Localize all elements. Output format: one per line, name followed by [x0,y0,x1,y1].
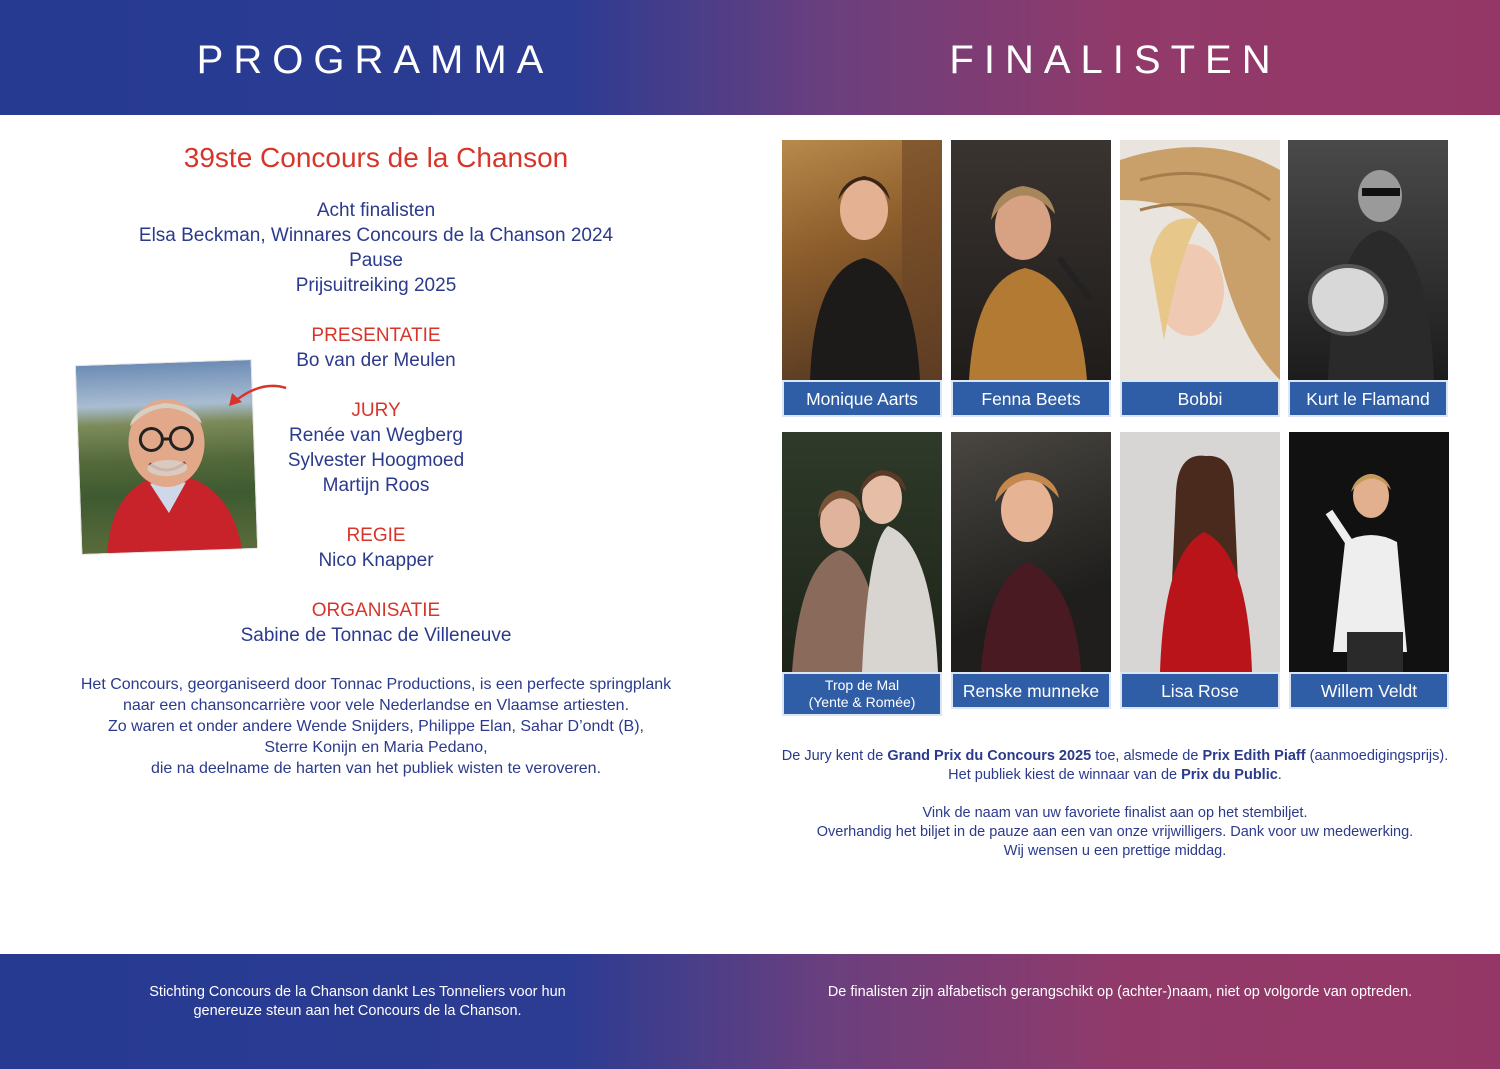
finalist-card [782,432,942,710]
sponsor-note-line: genereuze steun aan het Concours de la Chanson. [193,1003,522,1019]
finalist-name-label [782,672,942,716]
presentatie-heading: PRESENTATIE [311,325,441,346]
prize-info [770,747,1460,785]
finalist-photo-illustration [1289,432,1449,672]
programma-title: PROGRAMMA [196,38,554,82]
finalist-name-label: Kurt le Flamand [1288,380,1448,417]
regie-heading: REGIE [346,525,406,546]
order-note: De finalisten zijn alfabetisch gerangschikt op (achter-)naam, niet op volgorde van optreden. [827,984,1413,1000]
finalist-photo [1289,432,1449,672]
grand-prix-label: Grand Prix du Concours 2025 [887,748,1092,764]
finalist-photo [782,432,942,672]
text-span: De Jury kent de [781,748,888,764]
organisatie-heading: ORGANISATIE [311,600,441,621]
finalist-card [1288,140,1448,409]
finalist-photo-illustration [951,432,1111,672]
finalist-name: Trop de Mal [824,677,900,693]
paragraph-line: Zo waren et onder andere Wende Snijders, Philippe Elan, Sahar D’ondt (B), [107,718,644,735]
finalist-photo-illustration [782,140,942,380]
concours-paragraph [60,674,692,779]
prize-info-line [770,747,1460,766]
finalist-card [782,140,942,409]
finalist-photo [1120,432,1280,672]
presentatie-name: Bo van der Meulen [296,350,456,371]
sponsor-note-line: Stichting Concours de la Chanson dankt Les Tonneliers voor hun [149,984,566,1000]
finalist-name-label: Monique Aarts [782,380,942,417]
finalist-photo-illustration [1288,140,1448,380]
finalist-name-label: Fenna Beets [951,380,1111,417]
finalist-photo [782,140,942,380]
sponsor-note [120,983,595,1021]
finalist-photo [951,432,1111,672]
prize-info-line [770,766,1460,785]
finalist-subname: (Yente & Romée) [808,694,916,710]
finalist-name-label: Willem Veldt [1289,672,1449,709]
finalist-photo [1120,140,1280,380]
jury-name: Renée van Wegberg [289,425,463,446]
voting-info-line: Wij wensen u een prettige middag. [1003,843,1227,859]
paragraph-line: Het Concours, georganiseerd door Tonnac Productions, is een perfecte springplank [80,676,672,693]
text-span: (aanmoedigingsprijs). [1305,748,1449,764]
paragraph-line: die na deelname de harten van het publiek wisten te veroveren. [150,760,602,777]
jury-name: Martijn Roos [322,475,430,496]
organisatie-name: Sabine de Tonnac de Villeneuve [240,625,512,646]
text-span: toe, alsmede de [1091,748,1203,764]
finalist-card [951,432,1111,701]
finalist-photo [1288,140,1448,380]
jury-name: Sylvester Hoogmoed [287,450,465,471]
schedule-item: Acht finalisten [316,200,436,221]
finalist-photo-illustration [951,140,1111,380]
prix-edith-piaff-label: Prix Edith Piaff [1202,748,1306,764]
jury-heading: JURY [351,400,401,421]
finalist-name-label: Bobbi [1120,380,1280,417]
arrow-icon [226,378,288,408]
text-span: . [1277,767,1282,783]
finalist-card [951,140,1111,409]
finalist-photo-illustration [782,432,942,672]
schedule-item: Elsa Beckman, Winnares Concours de la Chanson 2024 [138,225,614,246]
finalist-card [1120,432,1280,701]
finalist-name-label: Renske munneke [951,672,1111,709]
voting-info-line: Vink de naam van uw favoriete finalist aan op het stembiljet. [922,805,1308,821]
voting-info [770,804,1460,861]
paragraph-line: naar een chansoncarrière voor vele Nederlandse en Vlaamse artiesten. [122,697,630,714]
finalist-photo-illustration [1120,140,1280,380]
event-title: 39ste Concours de la Chanson [183,142,569,173]
regie-name: Nico Knapper [318,550,434,571]
schedule-list [60,198,692,298]
paragraph-line: Sterre Konijn en Maria Pedano, [264,739,488,756]
finalist-name-label: Lisa Rose [1120,672,1280,709]
finalisten-title: FINALISTEN [949,38,1281,82]
header-band [0,0,1500,115]
finalist-card [1120,140,1280,409]
schedule-item: Prijsuitreiking 2025 [295,275,457,296]
schedule-item: Pause [349,250,403,271]
text-span: Het publiek kiest de winnaar van de [948,767,1182,783]
prix-du-public-label: Prix du Public [1181,767,1278,783]
voting-info-line: Overhandig het biljet in de pauze aan een van onze vrijwilligers. Dank voor uw medewerking. [816,824,1414,840]
finalist-photo [951,140,1111,380]
finalist-photo-illustration [1120,432,1280,672]
finalist-card [1289,432,1449,701]
